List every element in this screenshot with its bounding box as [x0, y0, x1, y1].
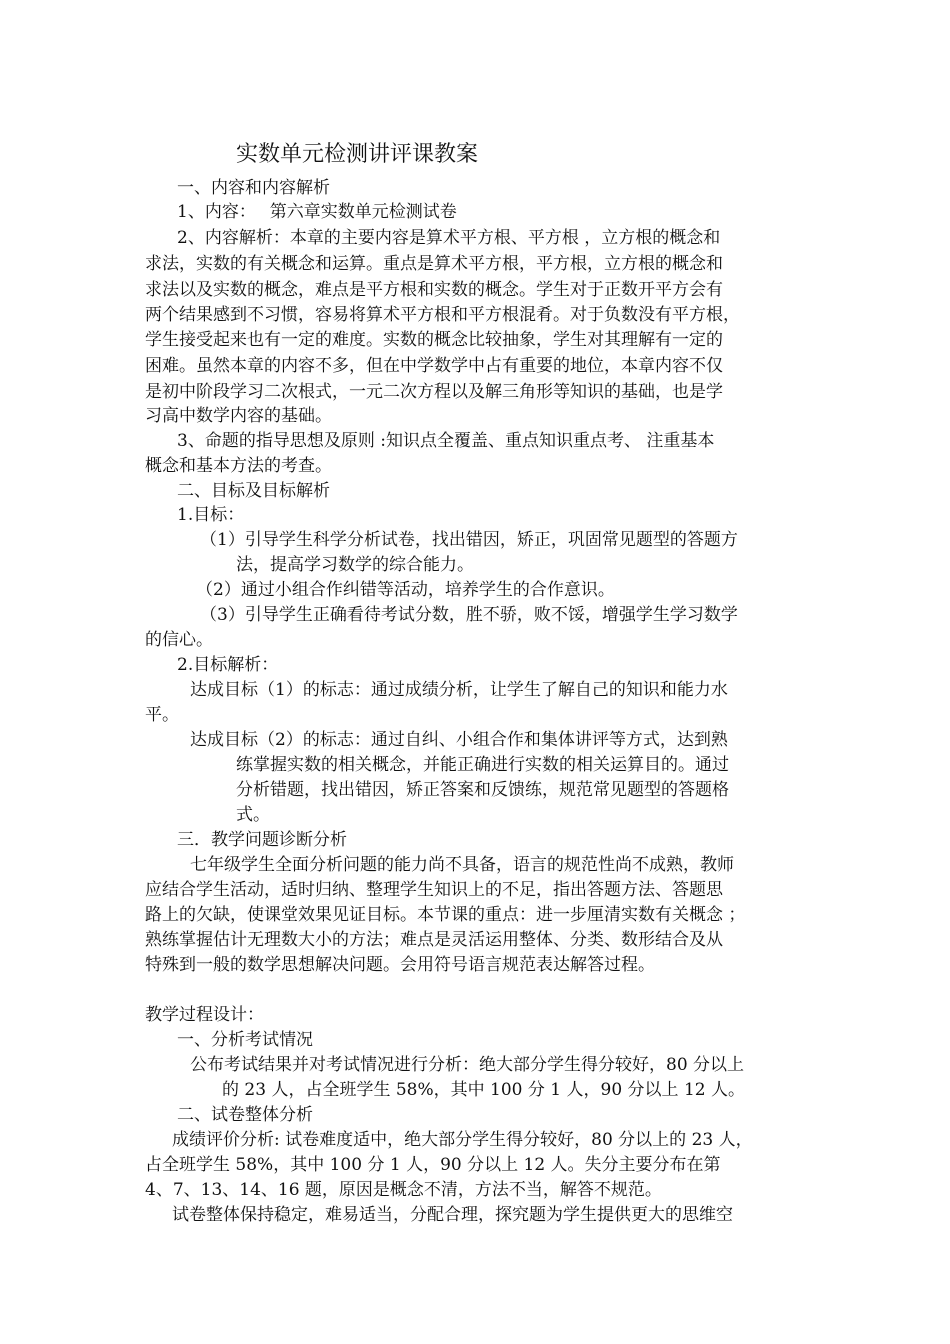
paragraph-line: 1、内容： 第六章实数单元检测试卷	[177, 202, 457, 222]
list-item: （2）通过小组合作纠错等活动，培养学生的合作意识。	[196, 580, 615, 600]
paragraph-line: 占全班学生 58%，其中 100 分 1 人，90 分以上 12 人。失分主要分布在第	[145, 1155, 721, 1175]
paragraph-line: 达成目标（2）的标志：通过自纠、小组合作和集体讲评等方式，达到熟	[190, 730, 728, 750]
paragraph-line: 两个结果感到不习惯，容易将算术平方根和平方根混肴。对于负数没有平方根，	[145, 305, 740, 325]
paragraph-line: 3、命题的指导思想及原则 :知识点全覆盖、重点知识重点考、 注重基本	[177, 431, 715, 451]
paragraph-line: 达成目标（1）的标志：通过成绩分析，让学生了解自己的知识和能力水	[190, 680, 728, 700]
paragraph-line: 平。	[145, 705, 179, 725]
document-title: 实数单元检测讲评课教案	[236, 142, 479, 167]
paragraph-line: 是初中阶段学习二次根式，一元二次方程以及解三角形等知识的基础，也是学	[145, 382, 723, 402]
section-heading: 二、目标及目标解析	[177, 481, 330, 501]
list-item: （1）引导学生科学分析试卷，找出错因，矫正，巩固常见题型的答题方	[200, 530, 738, 550]
paragraph-line: 公布考试结果并对考试情况进行分析：绝大部分学生得分较好，80 分以上	[190, 1055, 745, 1075]
paragraph-line: 路上的欠缺，使课堂效果见证目标。本节课的重点：进一步厘清实数有关概念 ；	[145, 905, 746, 925]
section-heading: 一、内容和内容解析	[177, 178, 330, 198]
subsection-heading: 2.目标解析：	[177, 655, 279, 675]
paragraph-line: 4、7、13、14、16 题，原因是概念不清，方法不当，解答不规范。	[145, 1180, 662, 1200]
paragraph-line: 分析错题，找出错因，矫正答案和反馈练，规范常见题型的答题格	[236, 780, 729, 800]
paragraph-line: 特殊到一般的数学思想解决问题。会用符号语言规范表达解答过程。	[145, 955, 655, 975]
list-item: 的信心。	[145, 630, 213, 650]
paragraph-line: 七年级学生全面分析问题的能力尚不具备，语言的规范性尚不成熟，教师	[190, 855, 734, 875]
paragraph-line: 学生接受起来也有一定的难度。实数的概念比较抽象，学生对其理解有一定的	[145, 330, 723, 350]
section-heading: 教学过程设计：	[145, 1005, 264, 1025]
list-item: （3）引导学生正确看待考试分数，胜不骄，败不馁，增强学生学习数学	[200, 605, 738, 625]
paragraph-line: 习高中数学内容的基础。	[145, 406, 332, 426]
paragraph-line: 困难。虽然本章的内容不多，但在中学数学中占有重要的地位，本章内容不仅	[145, 356, 723, 376]
section-heading: 三．教学问题诊断分析	[177, 830, 347, 850]
paragraph-line: 2、内容解析：本章的主要内容是算术平方根、平方根 ，立方根的概念和	[177, 228, 721, 248]
paragraph-line: 练掌握实数的相关概念，并能正确进行实数的相关运算目的。通过	[236, 755, 729, 775]
paragraph-line: 成绩评价分析: 试卷难度适中，绝大部分学生得分较好，80 分以上的 23 人，	[172, 1130, 753, 1150]
paragraph-line: 应结合学生活动，适时归纳、整理学生知识上的不足，指出答题方法、答题思	[145, 880, 723, 900]
paragraph-line: 概念和基本方法的考查。	[145, 456, 332, 476]
paragraph-line: 式。	[236, 805, 270, 825]
paragraph-line: 熟练掌握估计无理数大小的方法；难点是灵活运用整体、分类、数形结合及从	[145, 930, 723, 950]
section-heading: 二、试卷整体分析	[177, 1105, 313, 1125]
section-heading: 一、分析考试情况	[177, 1030, 313, 1050]
paragraph-line: 求法，实数的有关概念和运算。重点是算术平方根，平方根，立方根的概念和	[145, 254, 723, 274]
paragraph-line: 的 23 人，占全班学生 58%，其中 100 分 1 人，90 分以上 12 人。	[222, 1080, 745, 1100]
paragraph-line: 试卷整体保持稳定，难易适当，分配合理，探究题为学生提供更大的思维空	[172, 1205, 733, 1225]
subsection-heading: 1.目标：	[177, 505, 245, 525]
list-item: 法，提高学习数学的综合能力。	[236, 555, 474, 575]
paragraph-line: 求法以及实数的概念，难点是平方根和实数的概念。学生对于正数开平方会有	[145, 280, 723, 300]
